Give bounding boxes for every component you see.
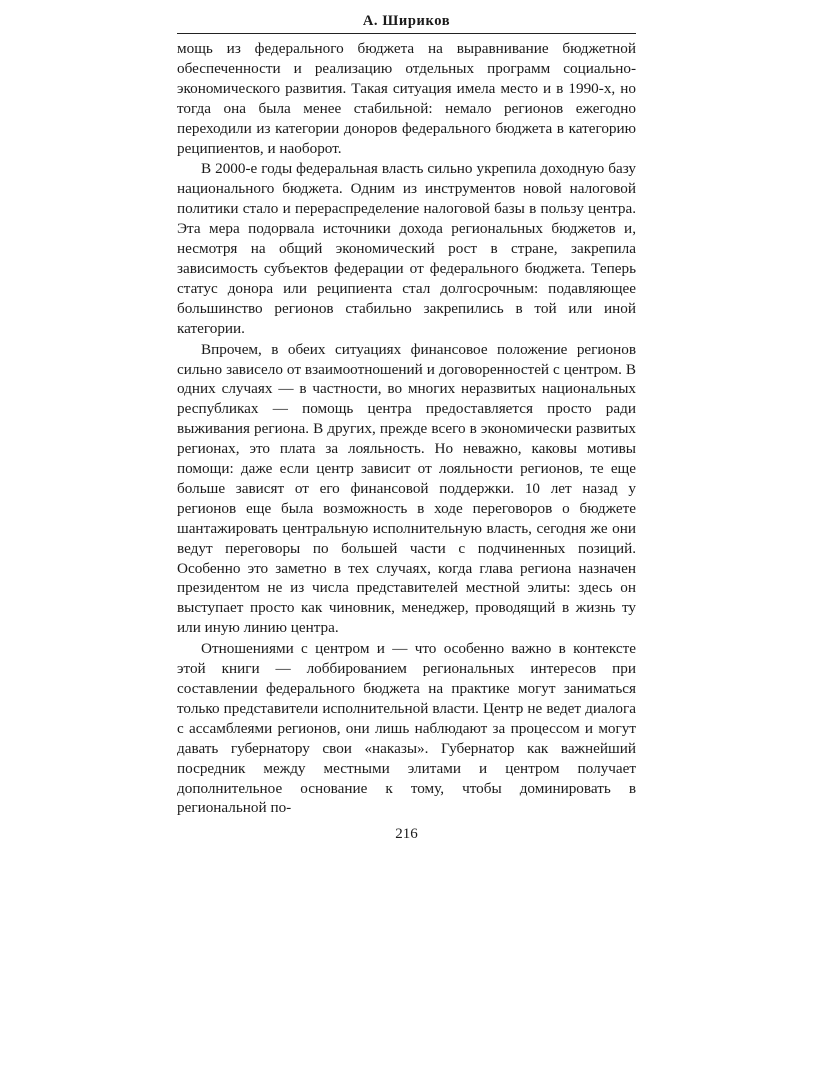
paragraph-continuation: мощь из федерального бюджета на выравнивание бюджетной обеспеченности и реализацию отдельных программ социально-экономического развития. Такая ситуация имела место и в 1990-х, но тогда она была менее стабильной: немало регионов ежегодно переходили из категории доноров федерального бюджета в категорию реципиентов, и наоборот. — [177, 40, 636, 157]
header-rule — [177, 33, 636, 34]
running-head-author: А. Шириков — [362, 13, 451, 29]
paragraph: Впрочем, в обеих ситуациях финансовое положение регионов сильно зависело от взаимоотношений и договоренностей с центром. В одних случаях — в частности, во многих неразвитых национальных республиках — помощь центра предоставляется просто ради выживания региона. В других, прежде всего в экономически развитых регионах, это плата за лояльность. Но неважно, каковы мотивы помощи: даже если центр зависит от лояльности регионов, те еще больше зависят от его финансовой поддержки. 10 лет назад у регионов еще была возможность в ходе переговоров о бюджете шантажировать центральную исполнительную власть, сегодня же они ведут переговоры по большей части с подчиненных позиций. Особенно это заметно в тех случаях, когда глава региона назначен президентом не из числа представителей местной элиты: здесь он выступает просто как чиновник, менеджер, проводящий в жизнь ту или иную линию центра. — [177, 340, 636, 637]
paragraph: Отношениями с центром и — что особенно важно в контексте этой книги — лоббированием региональных интересов при составлении федерального бюджета на практике могут заниматься только представители исполнительной власти. Центр не ведет диалога с ассамблеями регионов, они лишь наблюдают за процессом и могут давать губернатору свои «наказы». Губернатор как важнейший посредник между местными элитами и центром получает дополнительное основание к тому, чтобы доминировать в региональной по- — [177, 640, 636, 817]
book-page — [177, 10, 636, 844]
page-number: 216 — [395, 826, 418, 843]
paragraph: В 2000-е годы федеральная власть сильно укрепила доходную базу национального бюджета. Одним из инструментов новой налоговой политики стало и перераспределение налоговой базы в пользу центра. Эта мера подорвала источники дохода региональных бюджетов и, несмотря на общий экономический рост в стране, закрепила зависимость субъектов федерации от федерального бюджета. Теперь статус донора или реципиента стал долгосрочным: подавляющее большинство регионов стабильно закрепились в той или иной категории. — [177, 160, 636, 337]
body-text — [177, 39, 636, 818]
